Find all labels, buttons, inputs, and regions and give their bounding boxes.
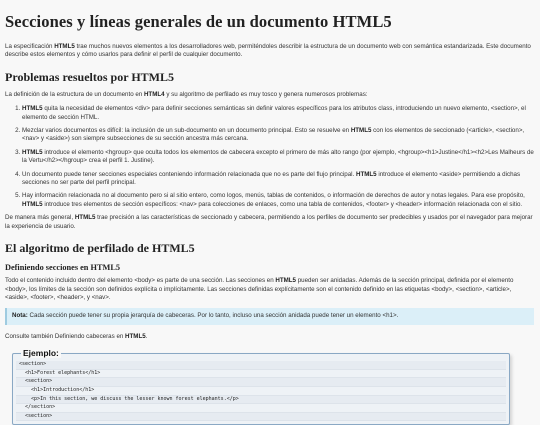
- code-line: <h1>Forest elephants</h1>: [16, 370, 506, 379]
- text-segment: La definición de la estructura de un documento en: [5, 90, 144, 98]
- emphasis-text: HTML5: [350, 127, 372, 135]
- list-item: [22, 149, 534, 166]
- emphasis-text: HTML5: [125, 332, 146, 340]
- list-item: [22, 127, 534, 144]
- list-item: [22, 171, 534, 188]
- text-segment: introduce el elemento <aside> permitiendo a dichas secciones no ser parte del perfil principal.: [22, 170, 521, 187]
- subsection-heading-defining-sections: Definiendo secciones en HTML5: [5, 263, 120, 273]
- code-line: <h1>Introduction</h1>: [16, 387, 506, 396]
- code-line: <section>: [16, 361, 506, 370]
- emphasis-text: HTML4: [143, 90, 165, 98]
- text-segment: trae muchos nuevos elementos a los desarrolladores web, permiténdoles describir la estructura de un documento web con semántica estandarizada. Este documento describe estos elementos y cómo usarlos para definir el perfil de cualquier documento.: [5, 43, 531, 59]
- text-segment: Mezclar varios documentos es difícil: la inclusión de un sub-documento en un documento principal. Esto se resuelve en: [22, 127, 351, 135]
- text-segment: Todo el contenido incluido dentro del elemento <body> es parte de una sección. Las secciones en: [5, 277, 276, 285]
- page-title: Secciones y líneas generales de un documento HTML5: [5, 12, 392, 31]
- section-heading-algorithm: El algoritmo de perfilado de HTML5: [5, 241, 195, 256]
- text-segment: pueden ser anidadas. Además de la sección principal, definida por el elemento <body>, los límites de la sección son definidos explícita o implícitamente. Las secciones definidas explícitamente son el contenido definido en las etiquetas <body>, <section>, <article>, <aside>, <footer>, <header>, y <nav>.: [5, 277, 514, 301]
- intro-paragraph: [5, 43, 534, 60]
- section-heading-problems: Problemas resueltos por HTML5: [5, 69, 174, 84]
- code-block: [16, 361, 506, 421]
- emphasis-text: Nota:: [12, 312, 28, 320]
- note-box: [5, 308, 534, 324]
- text-segment: Consulte también Definiendo cabeceras en: [5, 332, 126, 340]
- emphasis-text: HTML5: [356, 170, 377, 178]
- problems-lead-paragraph: [5, 91, 534, 99]
- list-item: [22, 192, 534, 209]
- emphasis-text: HTML5: [54, 43, 75, 50]
- problems-summary-paragraph: [5, 214, 534, 231]
- code-line: </section>: [16, 404, 506, 413]
- text-segment: La especificación: [5, 43, 55, 50]
- code-line: <p>In this section, we discuss the lesser known forest elephants.</p>: [16, 396, 506, 405]
- problems-list: [5, 105, 534, 209]
- code-line: <section>: [16, 378, 506, 387]
- text-segment: De manera más general,: [5, 214, 75, 222]
- code-line: <section>: [16, 413, 506, 422]
- emphasis-text: HTML5: [22, 105, 43, 113]
- sections-paragraph: [5, 277, 534, 302]
- text-segment: trae precisión a las características de seccionado y cabecera, permitiendo a los perfiles de documento ser predecibles y usados por el navegador para mejorar la experiencia de usuario.: [5, 214, 533, 230]
- text-segment: Hay información relacionada no al documento pero si al sitio entero, como logos, menús, tablas de contenidos, o información de derechos de autor y notas legales. Para ese propósito,: [22, 192, 525, 200]
- list-item: [22, 105, 534, 122]
- code-example: [12, 348, 510, 425]
- emphasis-text: HTML5: [22, 148, 43, 156]
- text-segment: con los elementos de seccionado (<article>, <section>, <nav> y <aside>) son siempre subsecciones de su sección ancestra más cercana.: [22, 127, 525, 143]
- text-segment: Cada sección puede tener su propia jerarquía de cabeceras. Por lo tanto, incluso una sección anidada puede tener un elemento <h1>.: [27, 312, 399, 320]
- text-segment: .: [145, 332, 148, 340]
- text-segment: quita la necesidad de elementos <div> para definir secciones semánticas sin definir valores específicos para los atributos class, introduciendo un nuevo elemento, <section>, el elemento de sección HTML.: [22, 105, 526, 121]
- emphasis-text: HTML5: [74, 214, 96, 222]
- text-segment: introduce tres elementos de sección específicos: <nav> para colecciones de enlaces, como una tabla de contenidos, <footer> y <header> información relacionada con el sitio.: [42, 200, 523, 208]
- text-segment: y su algoritmo de perfilado es muy tosco y genera numerosos problemas:: [164, 90, 368, 98]
- text-segment: Un documento puede tener secciones especiales conteniendo información relacionada que no es parte del flujo principal.: [22, 170, 356, 178]
- example-label: Ejemplo:: [23, 348, 59, 359]
- emphasis-text: HTML5: [22, 200, 43, 208]
- see-also-paragraph: [5, 333, 534, 341]
- text-segment: introduce el elemento <hgroup> que oculta todos los elementos de cabecera excepto el primero de más alto rango (por ejemplo, <hgroup><h1>Justine</h1><h2>Les Malheurs de la Vertu</h2></hgroup> crea el perfil 1. Justine).: [22, 148, 534, 165]
- emphasis-text: HTML5: [275, 277, 296, 285]
